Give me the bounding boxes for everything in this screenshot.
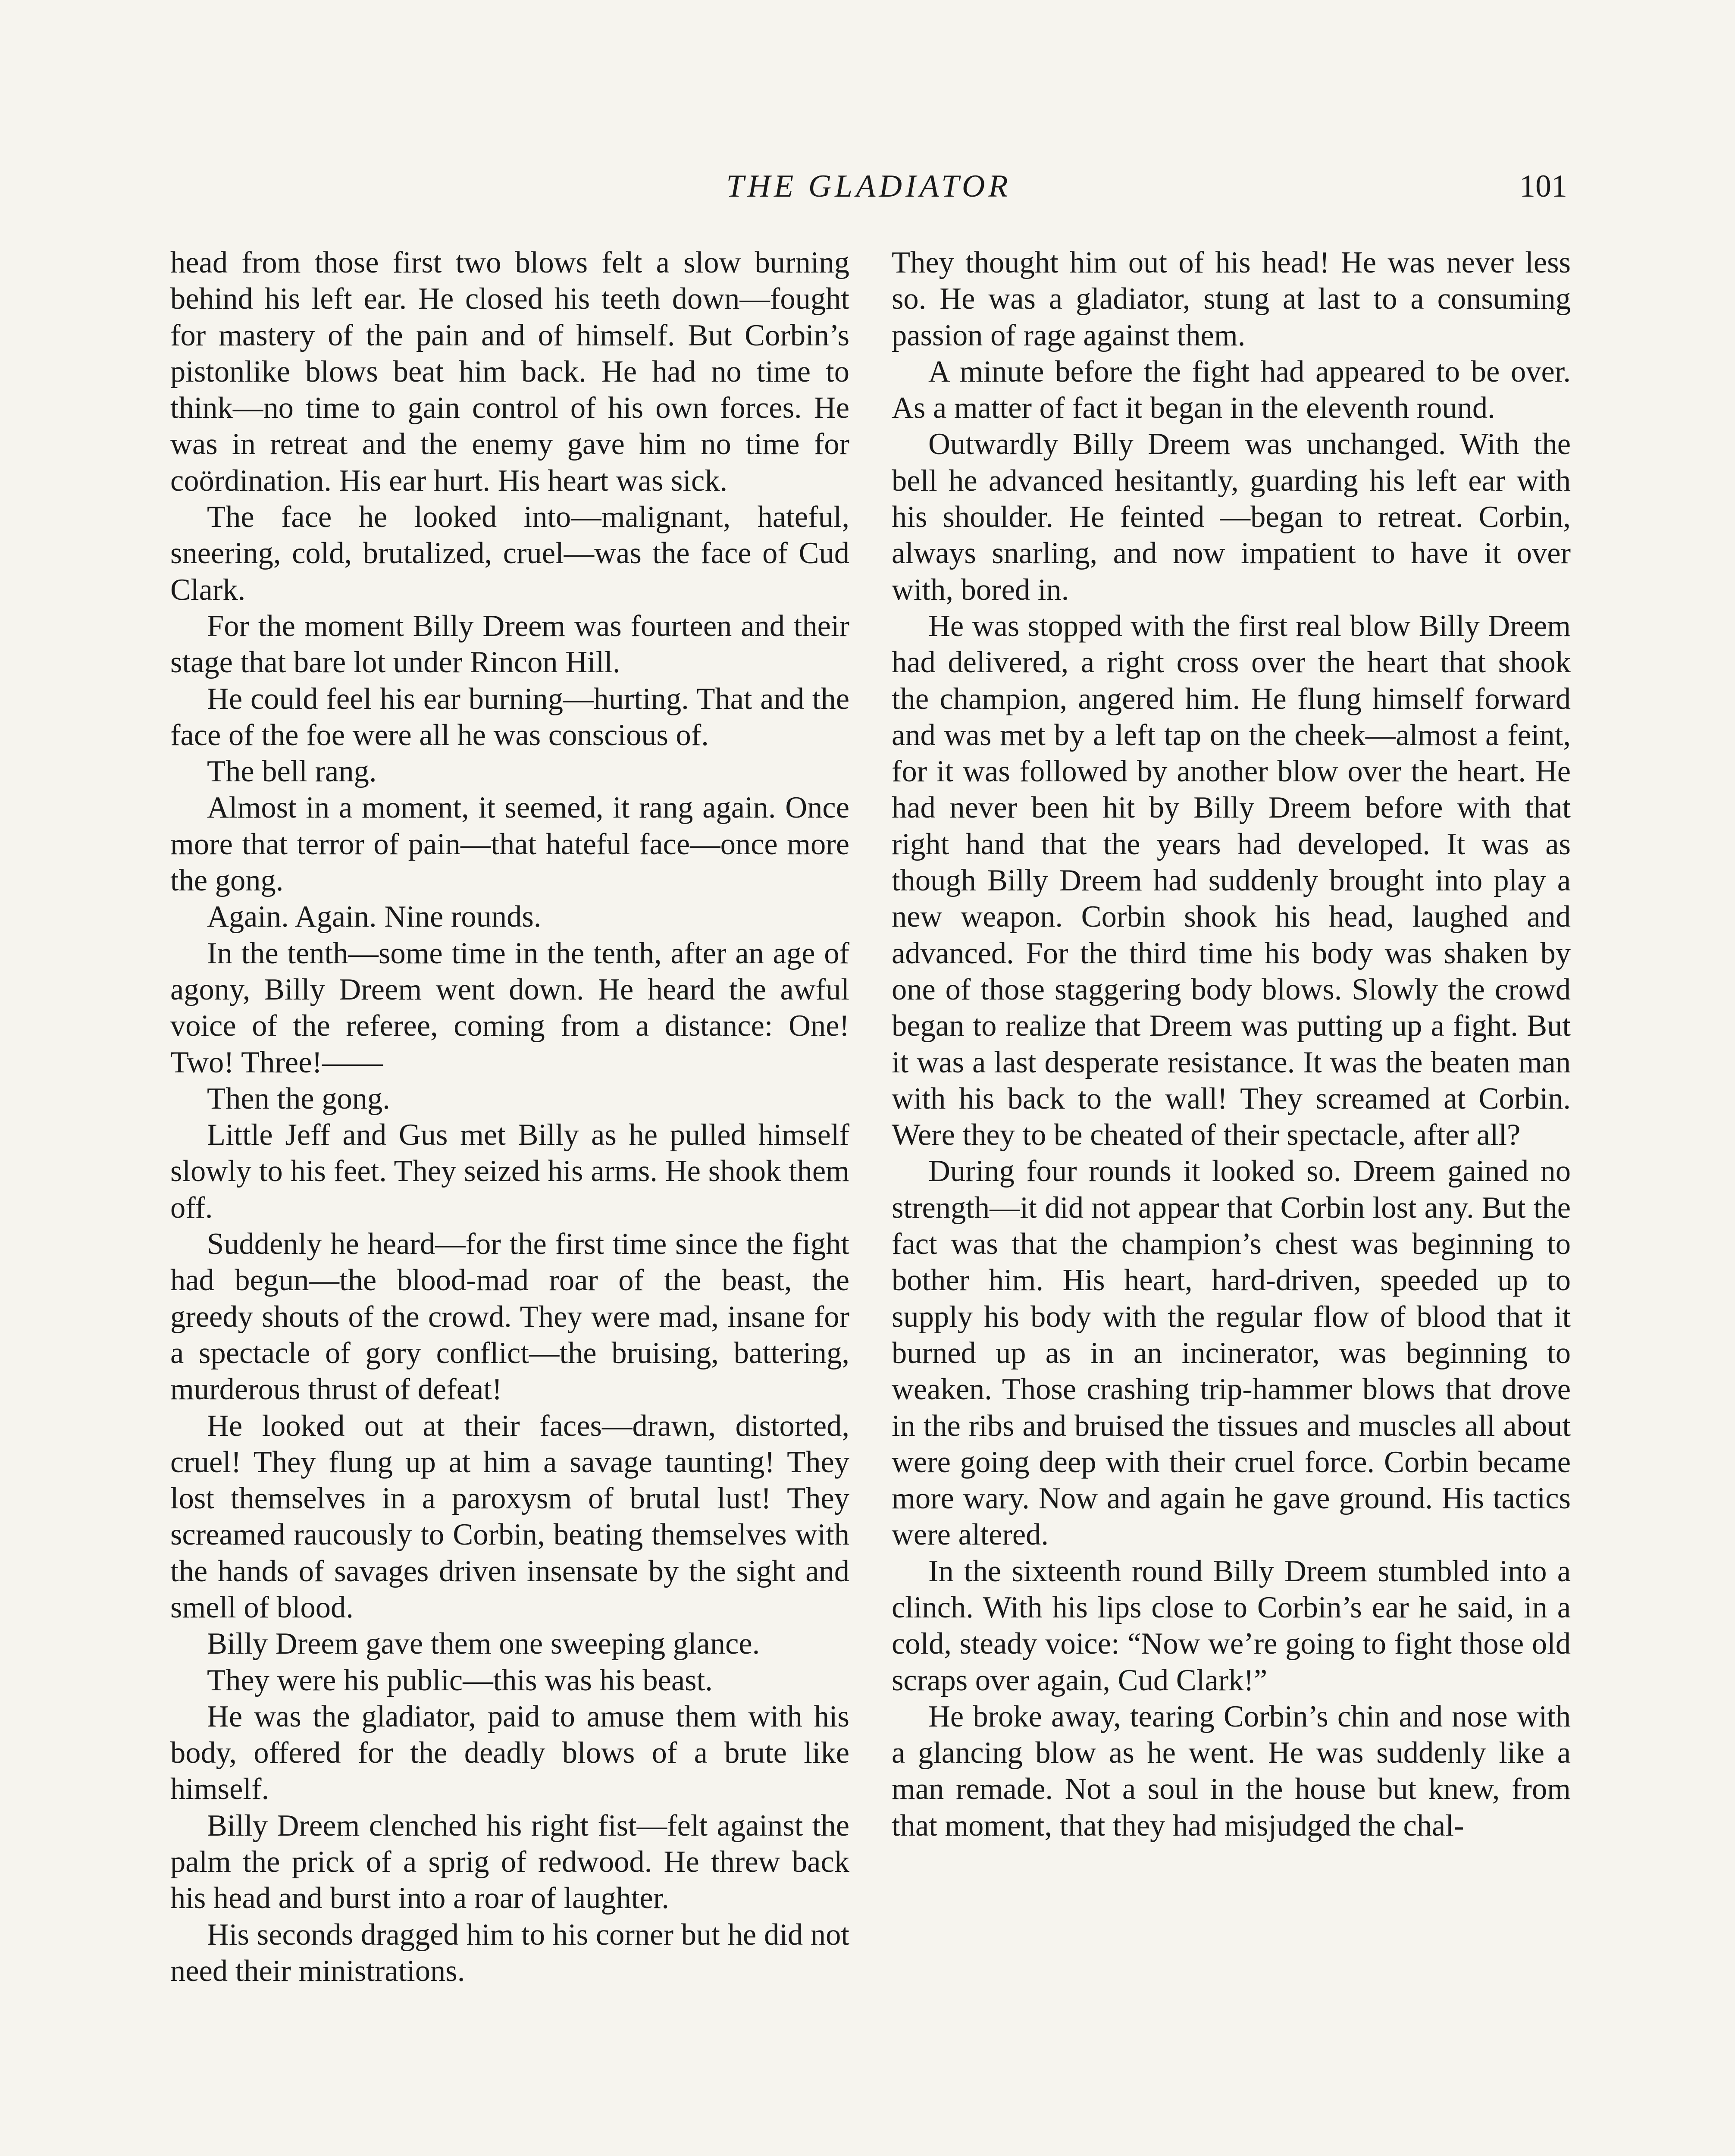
paragraph: He could feel his ear burning—hurting. That and the face of the foe were all he was conscious of. bbox=[170, 682, 849, 752]
paragraph: The bell rang. bbox=[207, 755, 377, 789]
paragraph: In the sixteenth round Billy Dreem stumbled into a clinch. With his lips close to Corbin’s ear he said, in a cold, steady voice: “Now we’re going to fight those old scraps over again, Cud Clark!” bbox=[892, 1554, 1571, 1697]
paragraph: A minute before the fight had appeared to be over. As a matter of fact it began in the eleventh round. bbox=[892, 354, 1571, 425]
paragraph: In the tenth—some time in the tenth, after an age of agony, Billy Dreem went down. He heard the awful voice of the referee, coming from a distance: One! Two! Three!—— bbox=[170, 936, 849, 1079]
paragraph: For the moment Billy Dreem was fourteen and their stage that bare lot under Rincon Hill. bbox=[170, 609, 849, 680]
paragraph: He was stopped with the first real blow Billy Dreem had delivered, a right cross over the heart that shook the champion, angered him. He flung himself forward and was met by a left tap on the cheek—almost a feint, for it was followed by another blow over the heart. He had never been hit by Billy Dreem before with that right hand that the years had developed. It was as though Billy Dreem had suddenly brought into play a new weapon. Corbin shook his head, laughed and advanced. For the third time his body was shaken by one of those staggering body blows. Slowly the crowd began to realize that Dreem was putting up a fight. But it was a last desperate resistance. It was the beaten man with his back to the wall! They screamed at Corbin. Were they to be cheated of their spectacle, after all? bbox=[892, 609, 1571, 1152]
paragraph: He was the gladiator, paid to amuse them with his body, offered for the deadly blows of a brute like himself. bbox=[170, 1699, 849, 1806]
running-title: THE GLADIATOR bbox=[726, 169, 1012, 204]
paragraph: They thought him out of his head! He was never less so. He was a gladiator, stung at last to a consuming passion of rage against them. bbox=[892, 246, 1571, 352]
paragraph: Almost in a moment, it seemed, it rang again. Once more that terror of pain—that hateful face—once more the gong. bbox=[170, 791, 849, 898]
paragraph: He broke away, tearing Corbin’s chin and nose with a glancing blow as he went. He was suddenly like a man remade. Not a soul in the house but knew, from that moment, that they had misjudged the chal- bbox=[892, 1699, 1571, 1843]
paragraph: The face he looked into—malignant, hateful, sneering, cold, brutalized, cruel—was the face of Cud Clark. bbox=[170, 500, 849, 607]
paragraph: They were his public—this was his beast. bbox=[207, 1663, 713, 1697]
page-header bbox=[170, 168, 1567, 207]
paragraph: During four rounds it looked so. Dreem gained no strength—it did not appear that Corbin lost any. But the fact was that the champion’s chest was beginning to bother him. His heart, hard-driven, speeded up to supply his body with the regular flow of blood that it burned up as in an incinerator, was beginning to weaken. Those crashing trip-hammer blows that drove in the ribs and bruised the tissues and muscles all about were going deep with their cruel force. Corbin became more wary. Now and again he gave ground. His tactics were altered. bbox=[892, 1154, 1571, 1552]
paragraph: Billy Dreem clenched his right fist—felt against the palm the prick of a sprig of redwood. He threw back his head and burst into a roar of laughter. bbox=[170, 1808, 849, 1915]
paragraph: Little Jeff and Gus met Billy as he pulled himself slowly to his feet. They seized his arms. He shook them off. bbox=[170, 1118, 849, 1225]
paragraph: Outwardly Billy Dreem was unchanged. With the bell he advanced hesitantly, guarding his left ear with his shoulder. He feinted —began to retreat. Corbin, always snarling, and now impatient to have it over with, bored in. bbox=[892, 427, 1571, 607]
paragraph: Billy Dreem gave them one sweeping glance. bbox=[207, 1627, 760, 1661]
right-column bbox=[892, 244, 1571, 1844]
paragraph: Again. Again. Nine rounds. bbox=[207, 900, 542, 934]
paragraph: He looked out at their faces—drawn, distorted, cruel! They flung up at him a savage taunting! They lost themselves in a paroxysm of brutal lust! They screamed raucously to Corbin, beating themselves with the hands of savages driven insensate by the sight and smell of blood. bbox=[170, 1409, 849, 1624]
paragraph: His seconds dragged him to his corner but he did not need their ministrations. bbox=[170, 1918, 849, 1988]
left-column bbox=[170, 244, 849, 1989]
page-number: 101 bbox=[1519, 169, 1567, 204]
paragraph: head from those first two blows felt a slow burning behind his left ear. He closed his teeth down—fought for mastery of the pain and of himself. But Corbin’s pistonlike blows beat him back. He had no time to think—no time to gain control of his own forces. He was in retreat and the enemy gave him no time for coördination. His ear hurt. His heart was sick. bbox=[170, 246, 849, 498]
paragraph: Then the gong. bbox=[207, 1081, 390, 1116]
paragraph: Suddenly he heard—for the first time since the fight had begun—the blood-mad roar of the beast, the greedy shouts of the crowd. They were mad, insane for a spectacle of gory conflict—the bruising, battering, murderous thrust of defeat! bbox=[170, 1227, 849, 1407]
